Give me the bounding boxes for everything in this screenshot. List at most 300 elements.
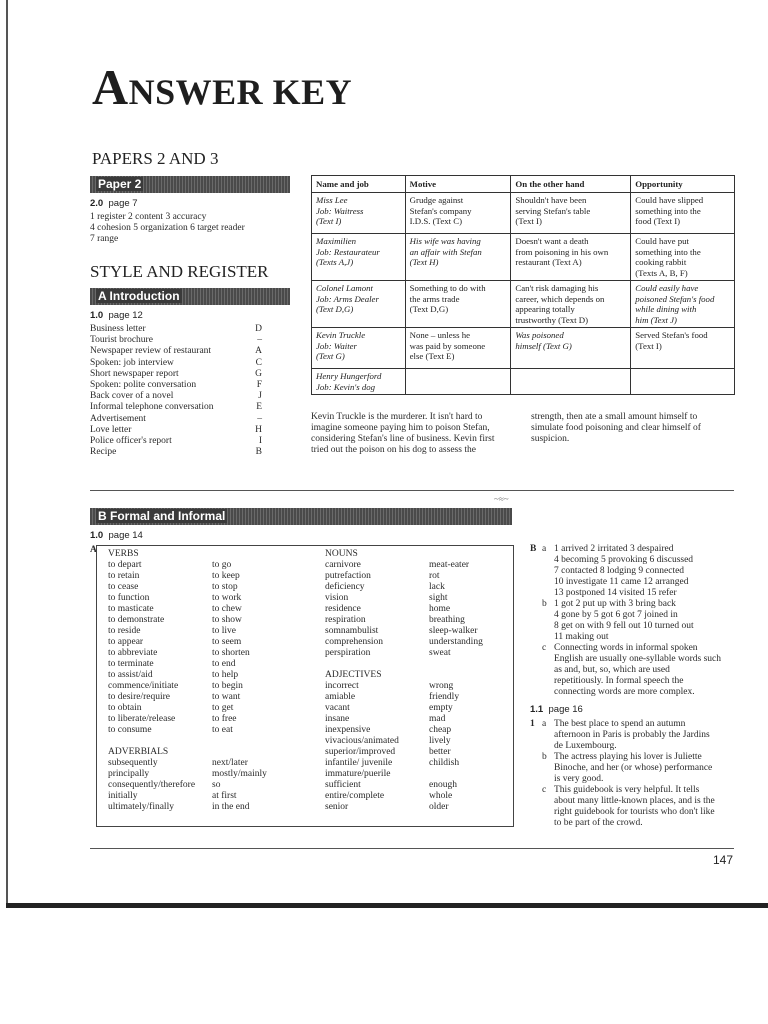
intro-subheading: 1.0 page 12 — [90, 310, 143, 321]
informal-word: to shorten — [212, 648, 250, 658]
informal-word: lively — [429, 736, 451, 746]
vocab-pair — [325, 582, 510, 593]
answer-line — [530, 730, 740, 741]
answer-text: de Luxembourg. — [554, 741, 617, 751]
answer-text: English are usually one-syllable words such — [554, 654, 722, 664]
formal-word: amiable — [325, 692, 356, 702]
answer-sublabel — [542, 807, 554, 818]
informal-word: breathing — [429, 615, 465, 625]
formal-word: vivacious/animated — [325, 736, 399, 746]
answer-line — [530, 588, 740, 599]
vocab-pair — [325, 604, 510, 615]
formal-word: somnambulist — [325, 626, 379, 636]
table-row — [312, 328, 735, 369]
informal-word: so — [212, 780, 221, 790]
formal-word: comprehension — [325, 637, 384, 647]
formal-word: to cease — [108, 582, 139, 592]
formal-word: inexpensive — [325, 725, 371, 735]
adverbials-heading: ADVERBIALS — [108, 747, 169, 757]
answer-sublabel: a — [542, 544, 547, 554]
intro-item-answer: F — [256, 379, 262, 390]
informal-word: wrong — [429, 681, 454, 691]
informal-word: lack — [429, 582, 445, 592]
vocab-pair — [108, 582, 308, 593]
vocab-pair — [108, 714, 308, 725]
vocab-pair — [325, 637, 510, 648]
style-register-heading: STYLE AND REGISTER — [90, 262, 269, 281]
answer-label — [530, 676, 542, 687]
intro-item-text: Tourist brochure — [90, 335, 153, 346]
table-cell: Henry Hungerford Job: Kevin's dog — [312, 369, 406, 395]
table-cell: Something to do with the arms trade (Text D,G) — [405, 281, 511, 328]
vocab-pair — [325, 571, 510, 582]
informal-word: meat-eater — [429, 560, 470, 570]
paper2-subheading: 2.0 page 7 — [90, 198, 138, 209]
vocab-pair — [325, 648, 510, 659]
intro-item-text: Spoken: polite conversation — [90, 379, 197, 390]
formal-word: senior — [325, 802, 349, 812]
vocab-pair — [108, 791, 308, 802]
formal-word: sufficient — [325, 780, 361, 790]
intro-item-answer: E — [256, 402, 262, 413]
verbs-column — [108, 549, 308, 813]
formal-word: infantile/ juvenile — [325, 758, 393, 768]
intro-list-item — [90, 402, 262, 413]
vocab-pair — [325, 681, 510, 692]
intro-list-item — [90, 346, 262, 357]
table-cell: Colonel Lamont Job: Arms Dealer (Text D,G) — [312, 281, 406, 328]
answer-sublabel — [542, 796, 554, 807]
vocab-pair — [325, 714, 510, 725]
informal-word: to seem — [212, 637, 242, 647]
vocab-pair — [108, 758, 308, 769]
answer-sublabel: c — [542, 643, 547, 653]
answer-label — [530, 632, 542, 643]
murderer-text-right: strength, then ate a small amount himself to simulate food poisoning and clear himself of suspicion. — [531, 412, 701, 444]
answer-line — [530, 643, 740, 654]
formal-word: commence/initiate — [108, 681, 179, 691]
formal-word: carnivore — [325, 560, 361, 570]
answer-sublabel — [542, 577, 554, 588]
answer-label — [530, 566, 542, 577]
answer-line — [530, 752, 740, 763]
intro-list-item — [90, 324, 262, 335]
vocab-pair — [325, 791, 510, 802]
col-header: Opportunity — [631, 176, 735, 193]
informal-word: to go — [212, 560, 232, 570]
informal-word: sight — [429, 593, 448, 603]
page-bottom-edge — [6, 903, 768, 908]
intro-item-answer: D — [255, 324, 262, 334]
intro-list-item — [90, 358, 262, 369]
formal-word: perspiration — [325, 648, 371, 658]
answer-text: The best place to spend an autumn — [554, 719, 686, 729]
intro-band: A Introduction — [90, 288, 290, 305]
col-header: Motive — [405, 176, 511, 193]
answer-line — [530, 763, 740, 774]
intro-list-item — [90, 447, 262, 458]
answer-line — [530, 807, 740, 818]
answer-sublabel — [542, 588, 554, 599]
informal-word: sleep-walker — [429, 626, 478, 636]
answer-label — [530, 752, 542, 763]
answer-label — [530, 796, 542, 807]
informal-word: to eat — [212, 725, 233, 735]
answer-text: 8 get on with 9 fell out 10 turned out — [554, 621, 694, 631]
informal-word: at first — [212, 791, 237, 801]
table-cell: Can't risk damaging his career, which depends on appearing totally trustworthy (Text D) — [511, 281, 631, 328]
formal-word: to consume — [108, 725, 152, 735]
answer-label — [530, 555, 542, 566]
intro-item-answer: B — [255, 447, 262, 458]
answer-line — [530, 719, 740, 730]
informal-word: rot — [429, 571, 440, 581]
vocab-pair — [325, 780, 510, 791]
formal-word: superior/improved — [325, 747, 396, 757]
intro-item-answer: H — [255, 424, 262, 435]
answer-label — [530, 807, 542, 818]
formal-word: consequently/therefore — [108, 780, 196, 790]
paper2-band: Paper 2 — [90, 176, 290, 193]
vocab-pair — [325, 692, 510, 703]
formal-word: vacant — [325, 703, 350, 713]
informal-word: to begin — [212, 681, 243, 691]
informal-word: mostly/mainly — [212, 769, 267, 779]
answer-label — [530, 588, 542, 599]
table-row — [312, 281, 735, 328]
answer-sublabel — [542, 774, 554, 785]
table-row — [312, 234, 735, 281]
intro-item-answer: – — [257, 413, 262, 424]
intro-list-item — [90, 391, 262, 402]
answer-line — [530, 665, 740, 676]
vocab-pair — [325, 758, 510, 769]
intro-list-item — [90, 369, 262, 380]
formal-word: ultimately/finally — [108, 802, 174, 812]
answer-sublabel: b — [542, 599, 547, 609]
intro-item-text: Newspaper review of restaurant — [90, 346, 212, 357]
informal-word: to show — [212, 615, 242, 625]
informal-word: to end — [212, 659, 236, 669]
formal-word: to depart — [108, 560, 142, 570]
intro-item-text: Business letter — [90, 324, 146, 334]
answer-sublabel: c — [542, 785, 547, 795]
answer-text: connecting words are more complex. — [554, 687, 695, 697]
answer-label — [530, 730, 542, 741]
informal-word: to want — [212, 692, 241, 702]
nouns-column — [325, 549, 510, 813]
informal-word: better — [429, 747, 451, 757]
formal-word: to assist/aid — [108, 670, 153, 680]
answer-sublabel — [542, 665, 554, 676]
answer-line — [530, 676, 740, 687]
formal-word: to masticate — [108, 604, 154, 614]
answer-sublabel: a — [542, 719, 547, 729]
answer-sublabel — [542, 654, 554, 665]
table-cell: Could easily have poisoned Stefan's food while dining with him (Text J) — [631, 281, 735, 328]
table-cell: Doesn't want a death from poisoning in his own restaurant (Text A) — [511, 234, 631, 281]
table-cell: Served Stefan's food (Text I) — [631, 328, 735, 369]
page-binding-edge — [6, 0, 8, 905]
formal-word: to reside — [108, 626, 141, 636]
footer-rule — [90, 848, 734, 849]
formal-word: to desire/require — [108, 692, 170, 702]
intro-item-text: Police officer's report — [90, 435, 172, 446]
intro-list-item — [90, 380, 262, 391]
answer-sublabel — [542, 621, 554, 632]
vocab-pair — [108, 802, 308, 813]
answer-sublabel — [542, 610, 554, 621]
answer-sublabel — [542, 555, 554, 566]
intro-item-answer: – — [257, 335, 262, 346]
informal-word: older — [429, 802, 449, 812]
vocab-pair — [108, 593, 308, 604]
answer-line — [530, 818, 740, 829]
answer-text: about many little-known places, and is the — [554, 796, 715, 806]
vocab-pair — [108, 681, 308, 692]
page-title: ANSWER KEY — [92, 59, 353, 115]
informal-word: to stop — [212, 582, 238, 592]
vocab-pair — [325, 736, 510, 747]
intro-list-item — [90, 425, 262, 436]
answer-label: 1 — [530, 719, 535, 729]
intro-item-text: Advertisement — [90, 413, 146, 424]
vocab-pair — [325, 626, 510, 637]
answer-line — [530, 610, 740, 621]
answer-line — [530, 741, 740, 752]
formal-word: residence — [325, 604, 361, 614]
vocab-pair — [108, 637, 308, 648]
vocab-pair — [325, 747, 510, 758]
answer-label — [530, 643, 542, 654]
formal-word: entire/complete — [325, 791, 385, 801]
answer-line — [530, 774, 740, 785]
page-number: 147 — [713, 853, 734, 867]
informal-word: to free — [212, 714, 237, 724]
adjectives-heading: ADJECTIVES — [325, 670, 382, 680]
motive-table — [311, 175, 735, 395]
answer-line — [530, 632, 740, 643]
answer-label — [530, 665, 542, 676]
intro-item-answer: C — [255, 357, 262, 368]
intro-item-text: Short newspaper report — [90, 368, 179, 379]
table-cell: Was poisoned himself (Text G) — [511, 328, 631, 369]
answer-line — [530, 621, 740, 632]
answer-text: right guidebook for tourists who don't like — [554, 807, 715, 817]
vocab-pair — [108, 703, 308, 714]
informal-word: home — [429, 604, 451, 614]
table-cell: Could have put something into the cooking rabbit (Texts A, B, F) — [631, 234, 735, 281]
table-row — [312, 193, 735, 234]
informal-word: empty — [429, 703, 453, 713]
informal-word: next/later — [212, 758, 248, 768]
intro-item-answer: A — [255, 346, 262, 357]
informal-word: in the end — [212, 802, 250, 812]
table-cell: Maximilien Job: Restaurateur (Texts A,J) — [312, 234, 406, 281]
vocab-pair — [108, 626, 308, 637]
answer-label — [530, 741, 542, 752]
informal-word: to chew — [212, 604, 242, 614]
section-divider — [90, 490, 734, 491]
answer-line — [530, 687, 740, 698]
answer-sublabel — [542, 730, 554, 741]
vocab-pair — [325, 769, 510, 780]
vocab-pair — [108, 571, 308, 582]
answer-text: This guidebook is very helpful. It tells — [554, 785, 700, 795]
paper2-answers: 1 register 2 content 3 accuracy 4 cohesion 5 organization 6 target reader 7 range — [90, 212, 245, 244]
formal-word: subsequently — [108, 758, 158, 768]
col-header: On the other hand — [511, 176, 631, 193]
answer-label — [530, 687, 542, 698]
answer-label — [530, 610, 542, 621]
vocab-pair — [108, 780, 308, 791]
answer-label — [530, 621, 542, 632]
answer-line — [530, 654, 740, 665]
answer-line — [530, 785, 740, 796]
answer-label — [530, 818, 542, 829]
answer-sublabel — [542, 818, 554, 829]
answer-sublabel — [542, 676, 554, 687]
papers-heading: PAPERS 2 AND 3 — [92, 149, 219, 168]
answer-label — [530, 763, 542, 774]
intro-list-item — [90, 414, 262, 425]
intro-item-text: Recipe — [90, 447, 117, 458]
intro-item-answer: I — [258, 435, 262, 446]
vocab-pair — [108, 670, 308, 681]
informal-word: to keep — [212, 571, 240, 581]
formal-word: putrefaction — [325, 571, 371, 581]
vocab-pair — [108, 769, 308, 780]
answer-label: B — [530, 544, 537, 554]
vocab-pair — [325, 560, 510, 571]
answer-line — [530, 599, 740, 610]
vocab-pair — [108, 659, 308, 670]
answer-text: afternoon in Paris is probably the Jardins — [554, 730, 710, 740]
answer-label — [530, 785, 542, 796]
answer-sublabel — [542, 687, 554, 698]
intro-item-text: Informal telephone conversation — [90, 402, 214, 413]
vocab-pair — [108, 648, 308, 659]
formal-word: principally — [108, 769, 150, 779]
table-cell: Shouldn't have been serving Stefan's table (Text I) — [511, 193, 631, 234]
answer-text: 13 postponed 14 visited 15 refer — [554, 588, 677, 598]
informal-word: to get — [212, 703, 234, 713]
formal-subheading: 1.0 page 14 — [90, 530, 143, 541]
table-cell: Grudge against Stefan's company I.D.S. (Text C) — [405, 193, 511, 234]
formal-word: to obtain — [108, 703, 142, 713]
answer-text: 1 arrived 2 irritated 3 despaired — [554, 544, 674, 554]
answer-text: Binoche, and her (or whose) performance — [554, 763, 713, 773]
informal-word: childish — [429, 758, 460, 768]
intro-list — [90, 324, 262, 458]
col-header: Name and job — [312, 176, 406, 193]
answer-label — [530, 577, 542, 588]
answer-label — [530, 599, 542, 610]
formal-band: B Formal and Informal — [90, 508, 512, 525]
squiggle-ornament: ~≈~ — [494, 494, 509, 504]
informal-word: to help — [212, 670, 239, 680]
informal-word: mad — [429, 714, 446, 724]
intro-list-item — [90, 436, 262, 447]
formal-word: to demonstrate — [108, 615, 165, 625]
answer-text: Connecting words in informal spoken — [554, 643, 698, 653]
answer-line — [530, 796, 740, 807]
formal-word: to abbreviate — [108, 648, 158, 658]
intro-item-text: Back cover of a novel — [90, 391, 174, 402]
formal-word: to appear — [108, 637, 144, 647]
informal-word: enough — [429, 780, 457, 790]
formal-word: to retain — [108, 571, 140, 581]
informal-word: whole — [429, 791, 453, 801]
answer-sublabel — [542, 741, 554, 752]
answer-text: 11 making out — [554, 632, 609, 642]
table-cell — [405, 369, 511, 395]
answer-sublabel — [542, 566, 554, 577]
formal-word: deficiency — [325, 582, 365, 592]
informal-word: to live — [212, 626, 237, 636]
table-cell: Miss Lee Job: Waitress (Text I) — [312, 193, 406, 234]
formal-word: immature/puerile — [325, 769, 391, 779]
answer-label — [530, 654, 542, 665]
nouns-heading: NOUNS — [325, 549, 358, 559]
answer-line — [530, 544, 740, 555]
answer-text: 4 gone by 5 got 6 got 7 joined in — [554, 610, 678, 620]
answer-text: as and, but, so, which are used — [554, 665, 670, 675]
intro-item-text: Love letter — [90, 424, 132, 435]
answer-text: The actress playing his lover is Juliette — [554, 752, 702, 762]
formal-word: respiration — [325, 615, 366, 625]
formal-word: to function — [108, 593, 150, 603]
answer-sublabel — [542, 763, 554, 774]
intro-item-text: Spoken: job interview — [90, 357, 174, 368]
vocab-pair — [325, 593, 510, 604]
vocab-pair — [108, 560, 308, 571]
informal-word: understanding — [429, 637, 483, 647]
table-cell: Could have slipped something into the food (Text I) — [631, 193, 735, 234]
intro-item-answer: G — [255, 368, 262, 379]
formal-word: incorrect — [325, 681, 359, 691]
answer-text: repetitiously. In formal speech the — [554, 676, 684, 686]
intro-list-item — [90, 335, 262, 346]
answer-text: to be part of the crowd. — [554, 818, 643, 828]
answer-label — [530, 774, 542, 785]
vocab-pair — [325, 703, 510, 714]
answer-line — [530, 566, 740, 577]
answer-line — [530, 577, 740, 588]
answer-line — [530, 555, 740, 566]
intro-item-answer: J — [258, 391, 262, 402]
informal-word: cheap — [429, 725, 452, 735]
murderer-text-left: Kevin Truckle is the murderer. It isn't hard to imagine someone paying him to poison Stefan, considering Stefan's line of business. Kevin first tried out the poison on his dog to assess the — [311, 412, 495, 455]
vocab-pair — [108, 692, 308, 703]
answer-text: 7 contacted 8 lodging 9 connected — [554, 566, 685, 576]
table-cell: None – unless he was paid by someone else (Text E) — [405, 328, 511, 369]
verbs-heading: VERBS — [108, 549, 139, 559]
informal-word: friendly — [429, 692, 460, 702]
table-cell — [631, 369, 735, 395]
vocab-pair — [108, 604, 308, 615]
formal-word: to terminate — [108, 659, 154, 669]
answer-sublabel: b — [542, 752, 547, 762]
table-cell: Kevin Truckle Job: Waiter (Text G) — [312, 328, 406, 369]
answer-text: 1 got 2 put up with 3 bring back — [554, 599, 676, 609]
formal-word: initially — [108, 791, 138, 801]
table-cell: His wife was having an affair with Stefan (Text H) — [405, 234, 511, 281]
right-answers-b — [530, 544, 740, 698]
answer-text: is very good. — [554, 774, 604, 784]
formal-word: to liberate/release — [108, 714, 176, 724]
answer-sublabel — [542, 632, 554, 643]
